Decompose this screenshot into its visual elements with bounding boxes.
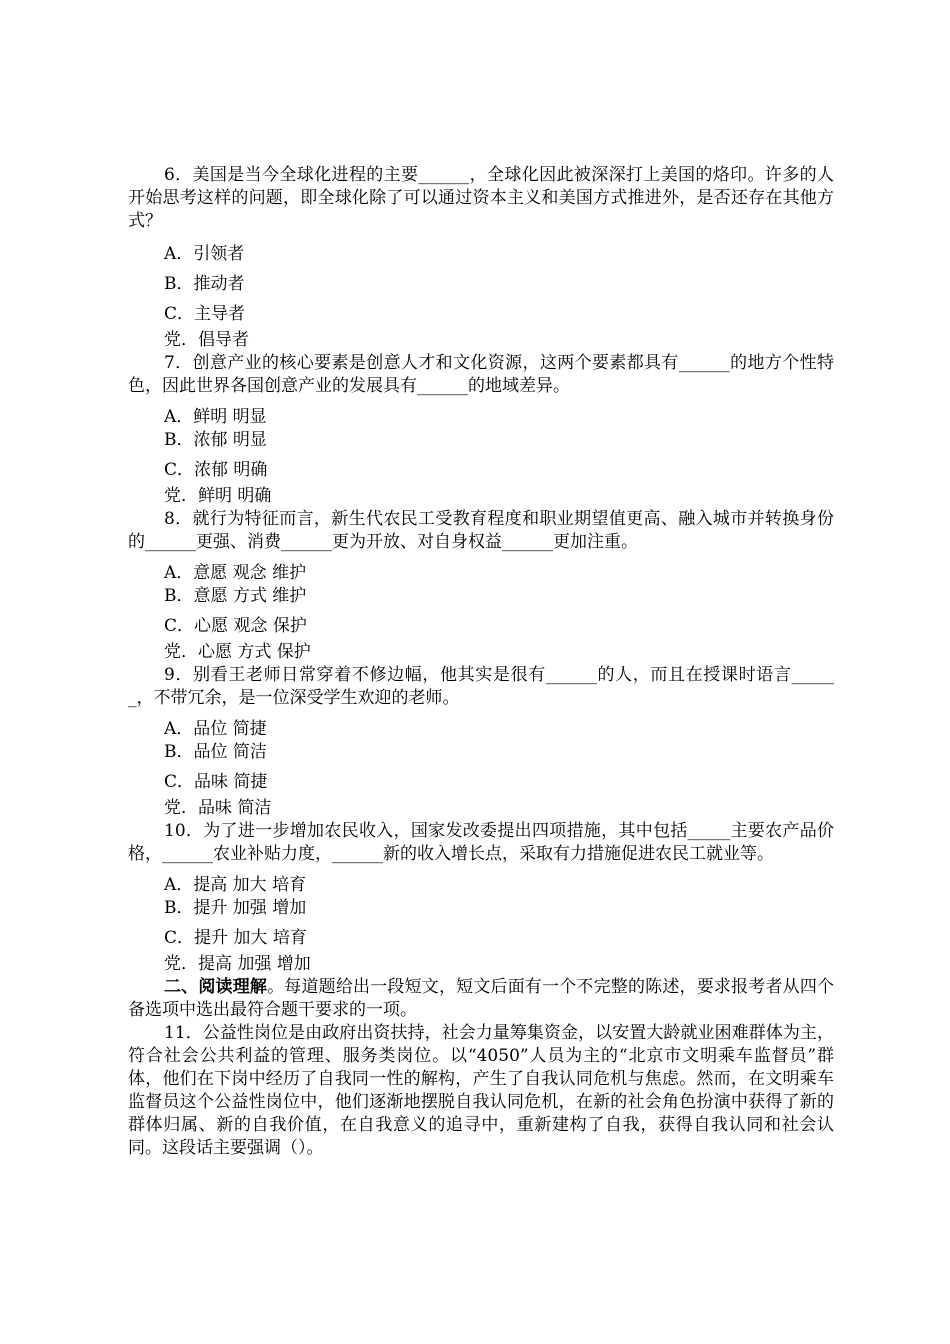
- question-7-option-c: C．浓郁 明确: [164, 460, 268, 480]
- section-reading-intro: [128, 976, 834, 1022]
- question-7-option-d: 党．鲜明 明确: [164, 486, 272, 506]
- question-8-option-c: C．心愿 观念 保护: [164, 616, 307, 636]
- question-10-option-a: A．提高 加大 培育: [164, 875, 307, 895]
- question-9-option-d: 党．品味 简洁: [164, 798, 272, 818]
- question-8-option-b: B．意愿 方式 维护: [164, 586, 307, 606]
- question-6-option-b: B．推动者: [164, 274, 245, 294]
- question-9-option-c: C．品味 简捷: [164, 772, 268, 792]
- question-10-stem: 10．为了进一步增加农民收入，国家发改委提出四项措施，其中包括_____主要农产品价格，______农业补贴力度，______新的收入增长点，采取有力措施促进农民工就业等。: [128, 821, 834, 864]
- question-9-option-b: B．品位 简洁: [164, 742, 267, 762]
- question-8-option-d: 党．心愿 方式 保护: [164, 642, 311, 662]
- section-instruction: 。每道题给出一段短文，短文后面有一个不完整的陈述，要求报考者从四个备选项中选出最符合题干要求的一项。: [128, 977, 835, 1020]
- section-heading: 二、阅读理解: [164, 977, 268, 997]
- question-8-stem: 8．就行为特征而言，新生代农民工受教育程度和职业期望值更高、融入城市并转换身份的______更强、消费______更为开放、对自身权益______更加注重。: [128, 509, 834, 552]
- question-11-stem: 11．公益性岗位是由政府出资扶持，社会力量筹集资金，以安置大龄就业困难群体为主，符合社会公共利益的管理、服务类岗位。以“4050”人员为主的“北京市文明乘车监督员”群体，他们在下岗中经历了自我同一性的解构，产生了自我认同危机与焦虑。然而，在文明乘车监督员这个公益性岗位中，他们逐渐地摆脱自我认同危机，在新的社会角色扮演中获得了新的群体归属、新的自我价值，在自我意义的追寻中，重新建构了自我，获得自我认同和社会认同。这段话主要强调（）。: [128, 1023, 834, 1158]
- question-6-option-a: A．引领者: [164, 244, 245, 264]
- question-6-stem: 6．美国是当今全球化进程的主要______，全球化因此被深深打上美国的烙印。许多的人开始思考这样的问题，即全球化除了可以通过资本主义和美国方式推进外，是否还存在其他方式？: [128, 165, 834, 231]
- question-7-stem: 7．创意产业的核心要素是创意人才和文化资源，这两个要素都具有______的地方个性特色，因此世界各国创意产业的发展具有______的地域差异。: [128, 353, 834, 396]
- question-9-option-a: A．品位 简捷: [164, 719, 267, 739]
- question-10-option-c: C．提升 加大 培育: [164, 928, 307, 948]
- question-7-option-b: B．浓郁 明显: [164, 430, 267, 450]
- question-7-option-a: A．鲜明 明显: [164, 407, 267, 427]
- question-9-stem: 9．别看王老师日常穿着不修边幅，他其实是很有______的人，而且在授课时语言______，不带冗余，是一位深受学生欢迎的老师。: [128, 665, 834, 708]
- question-6-option-d: 党．倡导者: [164, 330, 249, 350]
- document-body: [128, 164, 834, 1160]
- question-6-option-c: C．主导者: [164, 304, 246, 324]
- question-10-option-b: B．提升 加强 增加: [164, 898, 307, 918]
- question-10-option-d: 党．提高 加强 增加: [164, 954, 311, 974]
- question-8-option-a: A．意愿 观念 维护: [164, 563, 307, 583]
